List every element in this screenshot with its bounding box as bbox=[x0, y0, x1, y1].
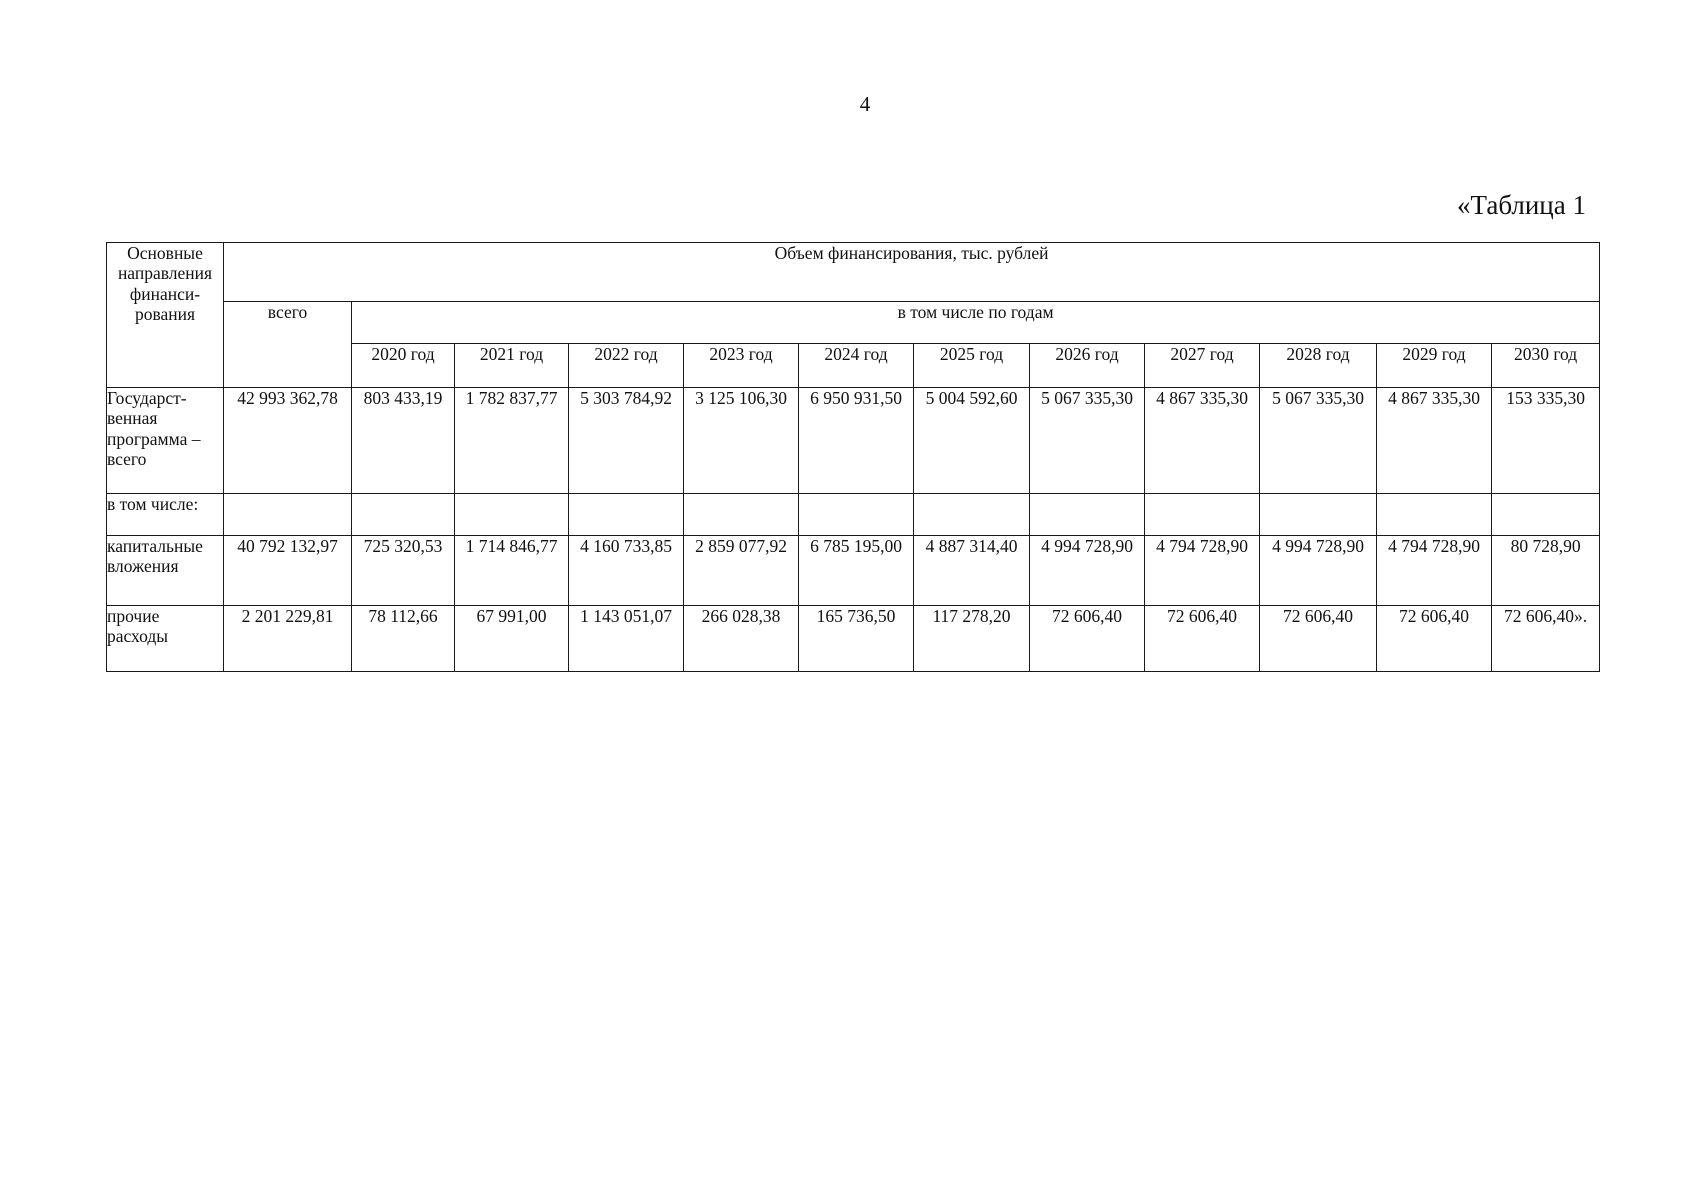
cell-value bbox=[1260, 494, 1377, 536]
cell-value: 117 278,20 bbox=[914, 606, 1030, 672]
cell-value bbox=[1492, 494, 1600, 536]
cell-value: 4 867 335,30 bbox=[1145, 388, 1260, 494]
year-header: 2026 год bbox=[1030, 344, 1145, 388]
cell-total bbox=[224, 494, 352, 536]
cell-value: 5 303 784,92 bbox=[569, 388, 684, 494]
cell-value: 4 994 728,90 bbox=[1260, 536, 1377, 606]
year-header: 2024 год bbox=[799, 344, 914, 388]
header-row-breakdown bbox=[107, 302, 1600, 344]
total-header: всего bbox=[224, 302, 352, 388]
year-header: 2028 год bbox=[1260, 344, 1377, 388]
year-header: 2022 год bbox=[569, 344, 684, 388]
cell-value: 72 606,40 bbox=[1260, 606, 1377, 672]
cell-value: 6 950 931,50 bbox=[799, 388, 914, 494]
corner-header: Основные направления финанси-рования bbox=[107, 243, 224, 388]
cell-value: 803 433,19 bbox=[352, 388, 455, 494]
cell-value: 5 067 335,30 bbox=[1260, 388, 1377, 494]
cell-value: 3 125 106,30 bbox=[684, 388, 799, 494]
cell-value: 78 112,66 bbox=[352, 606, 455, 672]
cell-value: 72 606,40 bbox=[1377, 606, 1492, 672]
cell-total: 2 201 229,81 bbox=[224, 606, 352, 672]
cell-value: 72 606,40 bbox=[1030, 606, 1145, 672]
table-caption: «Таблица 1 bbox=[1457, 190, 1586, 220]
cell-total: 42 993 362,78 bbox=[224, 388, 352, 494]
cell-value: 266 028,38 bbox=[684, 606, 799, 672]
cell-value: 4 794 728,90 bbox=[1377, 536, 1492, 606]
cell-value: 4 887 314,40 bbox=[914, 536, 1030, 606]
cell-value: 5 004 592,60 bbox=[914, 388, 1030, 494]
row-label: капитальные вложения bbox=[107, 536, 224, 606]
year-header: 2023 год bbox=[684, 344, 799, 388]
cell-value bbox=[914, 494, 1030, 536]
cell-value: 72 606,40». bbox=[1492, 606, 1600, 672]
row-label: в том числе: bbox=[107, 494, 224, 536]
table-row-capital-investment bbox=[107, 536, 1600, 606]
cell-value: 1 714 846,77 bbox=[455, 536, 569, 606]
year-header: 2021 год bbox=[455, 344, 569, 388]
cell-value: 4 994 728,90 bbox=[1030, 536, 1145, 606]
cell-value bbox=[684, 494, 799, 536]
year-header: 2030 год bbox=[1492, 344, 1600, 388]
by-years-header: в том числе по годам bbox=[352, 302, 1600, 344]
cell-value bbox=[569, 494, 684, 536]
cell-value: 6 785 195,00 bbox=[799, 536, 914, 606]
cell-value: 725 320,53 bbox=[352, 536, 455, 606]
year-header: 2020 год bbox=[352, 344, 455, 388]
table-row-other-expenses bbox=[107, 606, 1600, 672]
cell-value: 1 143 051,07 bbox=[569, 606, 684, 672]
cell-value: 4 160 733,85 bbox=[569, 536, 684, 606]
table-row-including bbox=[107, 494, 1600, 536]
header-row-volume bbox=[107, 243, 1600, 302]
cell-value: 4 794 728,90 bbox=[1145, 536, 1260, 606]
cell-value: 1 782 837,77 bbox=[455, 388, 569, 494]
cell-value bbox=[455, 494, 569, 536]
cell-value: 165 736,50 bbox=[799, 606, 914, 672]
cell-value bbox=[352, 494, 455, 536]
cell-value: 72 606,40 bbox=[1145, 606, 1260, 672]
row-label: Государст-венная программа – всего bbox=[107, 388, 224, 494]
cell-value bbox=[1030, 494, 1145, 536]
cell-value: 4 867 335,30 bbox=[1377, 388, 1492, 494]
cell-value: 153 335,30 bbox=[1492, 388, 1600, 494]
cell-value: 80 728,90 bbox=[1492, 536, 1600, 606]
volume-header: Объем финансирования, тыс. рублей bbox=[224, 243, 1600, 302]
page-number: 4 bbox=[859, 92, 871, 116]
year-header: 2027 год bbox=[1145, 344, 1260, 388]
cell-total: 40 792 132,97 bbox=[224, 536, 352, 606]
table-row-program-total bbox=[107, 388, 1600, 494]
cell-value bbox=[1145, 494, 1260, 536]
cell-value: 5 067 335,30 bbox=[1030, 388, 1145, 494]
row-label: прочие расходы bbox=[107, 606, 224, 672]
cell-value bbox=[799, 494, 914, 536]
cell-value bbox=[1377, 494, 1492, 536]
cell-value: 67 991,00 bbox=[455, 606, 569, 672]
year-header: 2029 год bbox=[1377, 344, 1492, 388]
financing-table bbox=[106, 242, 1600, 672]
year-header: 2025 год bbox=[914, 344, 1030, 388]
cell-value: 2 859 077,92 bbox=[684, 536, 799, 606]
